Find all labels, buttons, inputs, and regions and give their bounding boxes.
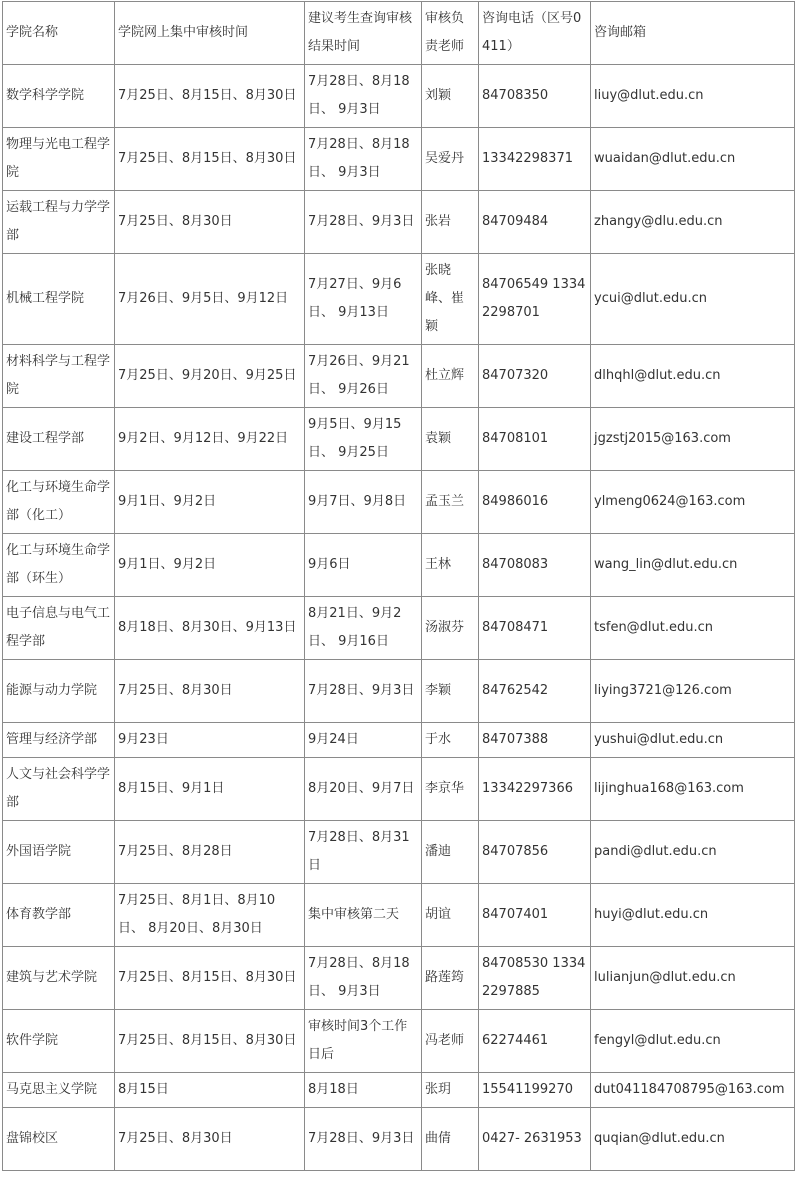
- college-cell: 化工与环境生命学部（环生）: [3, 534, 115, 597]
- review-time-cell: 7月25日、8月15日、8月30日: [115, 947, 305, 1010]
- result-time-cell: 8月18日: [305, 1073, 422, 1108]
- phone-cell: 13342297366: [479, 758, 591, 821]
- email-cell: zhangy@dlu.edu.cn: [591, 191, 795, 254]
- email-cell: ycui@dlut.edu.cn: [591, 254, 795, 345]
- email-cell: huyi@dlut.edu.cn: [591, 884, 795, 947]
- review-time-cell: 7月25日、8月15日、8月30日: [115, 128, 305, 191]
- phone-cell: 84709484: [479, 191, 591, 254]
- phone-cell: 84707320: [479, 345, 591, 408]
- header-result-query-time: 建议考生查询审核结果时间: [305, 2, 422, 65]
- table-row: [3, 254, 795, 345]
- table-row: [3, 884, 795, 947]
- result-time-cell: 7月28日、8月18日、 9月3日: [305, 128, 422, 191]
- review-time-cell: 9月23日: [115, 723, 305, 758]
- phone-cell: 84708530 13342297885: [479, 947, 591, 1010]
- header-email: 咨询邮箱: [591, 2, 795, 65]
- header-phone: 咨询电话（区号0411）: [479, 2, 591, 65]
- review-time-cell: 8月18日、8月30日、9月13日: [115, 597, 305, 660]
- result-time-cell: 7月28日、9月3日: [305, 1108, 422, 1171]
- teacher-cell: 李颖: [422, 660, 479, 723]
- result-time-cell: 8月20日、9月7日: [305, 758, 422, 821]
- college-cell: 机械工程学院: [3, 254, 115, 345]
- result-time-cell: 9月7日、9月8日: [305, 471, 422, 534]
- phone-cell: 62274461: [479, 1010, 591, 1073]
- teacher-cell: 吴爱丹: [422, 128, 479, 191]
- phone-cell: 84708350: [479, 65, 591, 128]
- teacher-cell: 曲倩: [422, 1108, 479, 1171]
- college-cell: 材料科学与工程学院: [3, 345, 115, 408]
- college-cell: 盘锦校区: [3, 1108, 115, 1171]
- college-cell: 电子信息与电气工程学部: [3, 597, 115, 660]
- email-cell: wang_lin@dlut.edu.cn: [591, 534, 795, 597]
- table-row: [3, 758, 795, 821]
- result-time-cell: 9月6日: [305, 534, 422, 597]
- teacher-cell: 袁颖: [422, 408, 479, 471]
- email-cell: liuy@dlut.edu.cn: [591, 65, 795, 128]
- table-row: [3, 128, 795, 191]
- result-time-cell: 7月27日、9月6日、 9月13日: [305, 254, 422, 345]
- review-time-cell: 9月2日、9月12日、9月22日: [115, 408, 305, 471]
- college-cell: 管理与经济学部: [3, 723, 115, 758]
- teacher-cell: 刘颖: [422, 65, 479, 128]
- phone-cell: 84762542: [479, 660, 591, 723]
- review-time-cell: 8月15日、9月1日: [115, 758, 305, 821]
- college-cell: 软件学院: [3, 1010, 115, 1073]
- email-cell: lulianjun@dlut.edu.cn: [591, 947, 795, 1010]
- result-time-cell: 集中审核第二天: [305, 884, 422, 947]
- result-time-cell: 7月28日、8月18日、 9月3日: [305, 65, 422, 128]
- college-cell: 人文与社会科学学部: [3, 758, 115, 821]
- email-cell: fengyl@dlut.edu.cn: [591, 1010, 795, 1073]
- phone-cell: 84707401: [479, 884, 591, 947]
- email-cell: pandi@dlut.edu.cn: [591, 821, 795, 884]
- result-time-cell: 9月24日: [305, 723, 422, 758]
- phone-cell: 84707856: [479, 821, 591, 884]
- review-time-cell: 7月25日、8月1日、8月10日、 8月20日、8月30日: [115, 884, 305, 947]
- table-row: [3, 471, 795, 534]
- phone-cell: 84708083: [479, 534, 591, 597]
- teacher-cell: 胡谊: [422, 884, 479, 947]
- result-time-cell: 7月28日、9月3日: [305, 191, 422, 254]
- table-row: [3, 1108, 795, 1171]
- header-college: 学院名称: [3, 2, 115, 65]
- table-row: [3, 65, 795, 128]
- teacher-cell: 张玥: [422, 1073, 479, 1108]
- teacher-cell: 杜立辉: [422, 345, 479, 408]
- review-schedule-table: [2, 1, 795, 1171]
- phone-cell: 13342298371: [479, 128, 591, 191]
- result-time-cell: 7月28日、8月31日: [305, 821, 422, 884]
- phone-cell: 84707388: [479, 723, 591, 758]
- email-cell: ylmeng0624@163.com: [591, 471, 795, 534]
- table-row: [3, 821, 795, 884]
- college-cell: 体育教学部: [3, 884, 115, 947]
- review-time-cell: 9月1日、9月2日: [115, 471, 305, 534]
- table-row: [3, 597, 795, 660]
- table-row: [3, 723, 795, 758]
- teacher-cell: 孟玉兰: [422, 471, 479, 534]
- result-time-cell: 7月26日、9月21日、 9月26日: [305, 345, 422, 408]
- table-row: [3, 660, 795, 723]
- teacher-cell: 于水: [422, 723, 479, 758]
- phone-cell: 84708101: [479, 408, 591, 471]
- result-time-cell: 7月28日、9月3日: [305, 660, 422, 723]
- email-cell: quqian@dlut.edu.cn: [591, 1108, 795, 1171]
- college-cell: 运载工程与力学学部: [3, 191, 115, 254]
- email-cell: dut041184708795@163.com: [591, 1073, 795, 1108]
- teacher-cell: 冯老师: [422, 1010, 479, 1073]
- college-cell: 能源与动力学院: [3, 660, 115, 723]
- review-time-cell: 7月25日、8月28日: [115, 821, 305, 884]
- college-cell: 外国语学院: [3, 821, 115, 884]
- phone-cell: 15541199270: [479, 1073, 591, 1108]
- table-row: [3, 345, 795, 408]
- college-cell: 化工与环境生命学部（化工）: [3, 471, 115, 534]
- result-time-cell: 9月5日、9月15日、 9月25日: [305, 408, 422, 471]
- email-cell: liying3721@126.com: [591, 660, 795, 723]
- college-cell: 物理与光电工程学院: [3, 128, 115, 191]
- table-row: [3, 408, 795, 471]
- table-row: [3, 947, 795, 1010]
- header-teacher: 审核负责老师: [422, 2, 479, 65]
- table-row: [3, 1073, 795, 1108]
- teacher-cell: 汤淑芬: [422, 597, 479, 660]
- teacher-cell: 潘迪: [422, 821, 479, 884]
- email-cell: lijinghua168@163.com: [591, 758, 795, 821]
- review-time-cell: 7月25日、8月15日、8月30日: [115, 1010, 305, 1073]
- college-cell: 建筑与艺术学院: [3, 947, 115, 1010]
- college-cell: 建设工程学部: [3, 408, 115, 471]
- review-time-cell: 7月25日、9月20日、9月25日: [115, 345, 305, 408]
- teacher-cell: 李京华: [422, 758, 479, 821]
- header-row: [3, 2, 795, 65]
- review-time-cell: 7月26日、9月5日、9月12日: [115, 254, 305, 345]
- college-cell: 数学科学学院: [3, 65, 115, 128]
- review-time-cell: 9月1日、9月2日: [115, 534, 305, 597]
- table-row: [3, 534, 795, 597]
- table-body: [3, 65, 795, 1171]
- email-cell: wuaidan@dlut.edu.cn: [591, 128, 795, 191]
- result-time-cell: 8月21日、9月2日、 9月16日: [305, 597, 422, 660]
- phone-cell: 84986016: [479, 471, 591, 534]
- review-time-cell: 7月25日、8月30日: [115, 660, 305, 723]
- review-time-cell: 7月25日、8月30日: [115, 191, 305, 254]
- review-time-cell: 7月25日、8月15日、8月30日: [115, 65, 305, 128]
- review-time-cell: 8月15日: [115, 1073, 305, 1108]
- result-time-cell: 7月28日、8月18日、 9月3日: [305, 947, 422, 1010]
- review-time-cell: 7月25日、8月30日: [115, 1108, 305, 1171]
- phone-cell: 84706549 13342298701: [479, 254, 591, 345]
- college-cell: 马克思主义学院: [3, 1073, 115, 1108]
- header-review-time: 学院网上集中审核时间: [115, 2, 305, 65]
- teacher-cell: 王林: [422, 534, 479, 597]
- table-row: [3, 191, 795, 254]
- email-cell: jgzstj2015@163.com: [591, 408, 795, 471]
- email-cell: dlhqhl@dlut.edu.cn: [591, 345, 795, 408]
- phone-cell: 84708471: [479, 597, 591, 660]
- teacher-cell: 张岩: [422, 191, 479, 254]
- email-cell: tsfen@dlut.edu.cn: [591, 597, 795, 660]
- result-time-cell: 审核时间3个工作日后: [305, 1010, 422, 1073]
- teacher-cell: 张晓峰、崔颖: [422, 254, 479, 345]
- teacher-cell: 路莲筠: [422, 947, 479, 1010]
- email-cell: yushui@dlut.edu.cn: [591, 723, 795, 758]
- phone-cell: 0427- 2631953: [479, 1108, 591, 1171]
- table-row: [3, 1010, 795, 1073]
